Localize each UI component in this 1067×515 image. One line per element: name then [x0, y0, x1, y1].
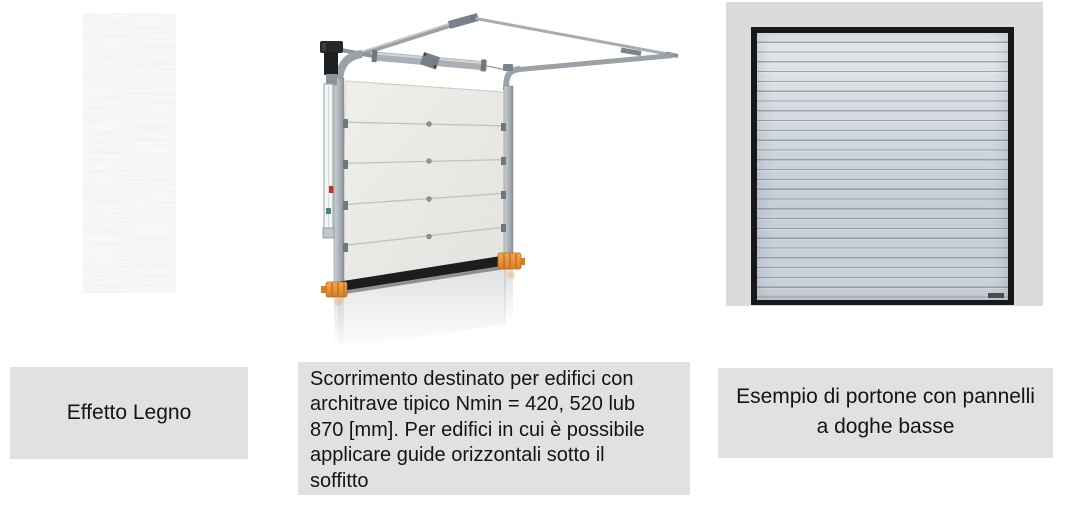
right-caption-box [718, 368, 1053, 458]
wood-effect-texture-image [83, 13, 176, 293]
middle-caption-box [298, 362, 690, 495]
woodgrain-graphic [83, 13, 176, 293]
door-panels [340, 81, 504, 287]
middle-caption-line: soffitto [310, 469, 369, 492]
middle-caption-line: architrave tipico Nmin = 420, 520 lub [310, 393, 636, 416]
door-frame [751, 27, 1014, 305]
right-caption-line: a doghe basse [816, 415, 955, 438]
operator-boom-rail [341, 50, 507, 70]
sectional-door-mechanism-image [300, 0, 690, 355]
brand-logo-chip [988, 293, 1004, 298]
door-panel-photo [726, 2, 1043, 306]
left-caption-box [10, 367, 248, 459]
teal-marker [326, 208, 331, 214]
overhead-track-frame [360, 16, 678, 91]
middle-caption-line: 870 [mm]. Per edifici in cui è possibile [310, 418, 645, 441]
red-marker [329, 186, 334, 193]
door-slats [757, 33, 1008, 300]
right-caption-line: Esempio di portone con pannelli [736, 385, 1035, 408]
left-caption-text: Effetto Legno [66, 401, 192, 424]
middle-caption-line: applicare guide orizzontali sotto il [310, 444, 605, 467]
middle-caption-line: Scorrimento destinato per edifici con [310, 368, 634, 390]
